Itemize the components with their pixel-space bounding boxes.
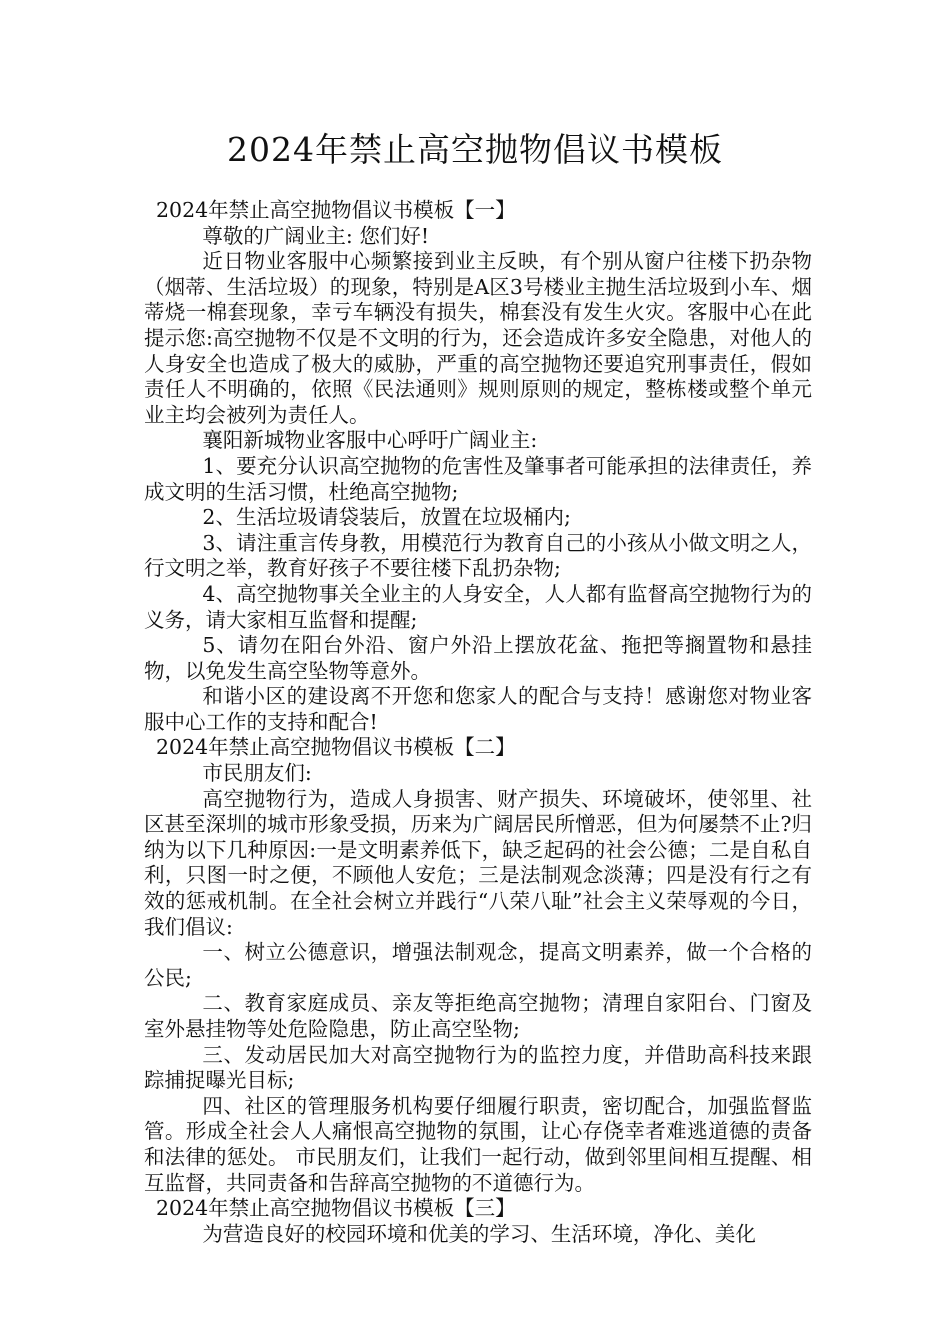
paragraph: 近日物业客服中心频繁接到业主反映，有个别从窗户往楼下扔杂物（烟蒂、生活垃圾）的现象，特别是A区3号楼业主抛生活垃圾到小车、烟蒂烧一棉套现象，幸亏车辆没有损失，棉套没有发生火灾。客服中心在此提示您:高空抛物不仅是不文明的行为，还会造成许多安全隐患，对他人的人身安全也造成了极大的威胁，严重的高空抛物还要追究刑事责任，假如责任人不明确的，依照《民法通则》规则原则的规定，整栋楼或整个单元业主均会被列为责任人。 bbox=[144, 249, 812, 427]
paragraph: 高空抛物行为，造成人身损害、财产损失、环境破坏，使邻里、社区甚至深圳的城市形象受损，历来为广阔居民所憎恶，但为何屡禁不止?归纳为以下几种原因:一是文明素养低下，缺乏起码的社会公德；二是自私自利，只图一时之便，不顾他人安危；三是法制观念淡薄；四是没有行之有效的惩戒机制。在全社会树立并践行“八荣八耻”社会主义荣辱观的今日，我们倡议: bbox=[144, 786, 812, 939]
document-title: 2024年禁止高空抛物倡议书模板 bbox=[227, 130, 723, 169]
section-heading: 2024年禁止高空抛物倡议书模板【一】 bbox=[156, 198, 516, 222]
paragraph: 为营造良好的校园环境和优美的学习、生活环境，净化、美化 bbox=[202, 1221, 756, 1246]
section-heading: 2024年禁止高空抛物倡议书模板【三】 bbox=[156, 1196, 516, 1221]
paragraph: 三、发动居民加大对高空抛物行为的监控力度，并借助高科技来跟踪捕捉曝光目标; bbox=[144, 1042, 812, 1093]
paragraph: 襄阳新城物业客服中心呼吁广阔业主: bbox=[202, 428, 538, 453]
document-body bbox=[144, 198, 812, 1247]
paragraph: 二、教育家庭成员、亲友等拒绝高空抛物；清理自家阳台、门窗及室外悬挂物等处危险隐患，防止高空坠物; bbox=[144, 991, 812, 1041]
paragraph: 5、请勿在阳台外沿、窗户外沿上摆放花盆、拖把等搁置物和悬挂物，以免发生高空坠物等意外。 bbox=[144, 633, 812, 683]
section-heading: 2024年禁止高空抛物倡议书模板【二】 bbox=[156, 735, 516, 760]
paragraph: 3、请注重言传身教，用模范行为教育自己的小孩从小做文明之人，行文明之举，教育好孩子不要往楼下乱扔杂物; bbox=[144, 530, 812, 581]
paragraph: 2、生活垃圾请袋装后，放置在垃圾桶内; bbox=[202, 505, 571, 530]
paragraph: 四、社区的管理服务机构要仔细履行职责，密切配合，加强监督监管。形成全社会人人痛恨高空抛物的氛围，让心存侥幸者难逃道德的责备和法律的惩处。 市民朋友们，让我们一起行动，做到邻里间相互提醒、相互监督，共同责备和告辞高空抛物的不道德行为。 bbox=[144, 1093, 812, 1195]
paragraph: 市民朋友们: bbox=[202, 761, 312, 786]
paragraph: 1、要充分认识高空抛物的危害性及肇事者可能承担的法律责任，养成文明的生活习惯，杜绝高空抛物; bbox=[144, 453, 812, 504]
paragraph: 尊敬的广阔业主: 您们好! bbox=[202, 223, 430, 248]
paragraph: 和谐小区的建设离不开您和您家人的配合与支持！感谢您对物业客服中心工作的支持和配合! bbox=[144, 684, 812, 734]
paragraph: 一、树立公德意识，增强法制观念，提高文明素养，做一个合格的公民; bbox=[144, 940, 812, 990]
paragraph: 4、高空抛物事关全业主的人身安全，人人都有监督高空抛物行为的义务，请大家相互监督和提醒; bbox=[144, 581, 812, 632]
